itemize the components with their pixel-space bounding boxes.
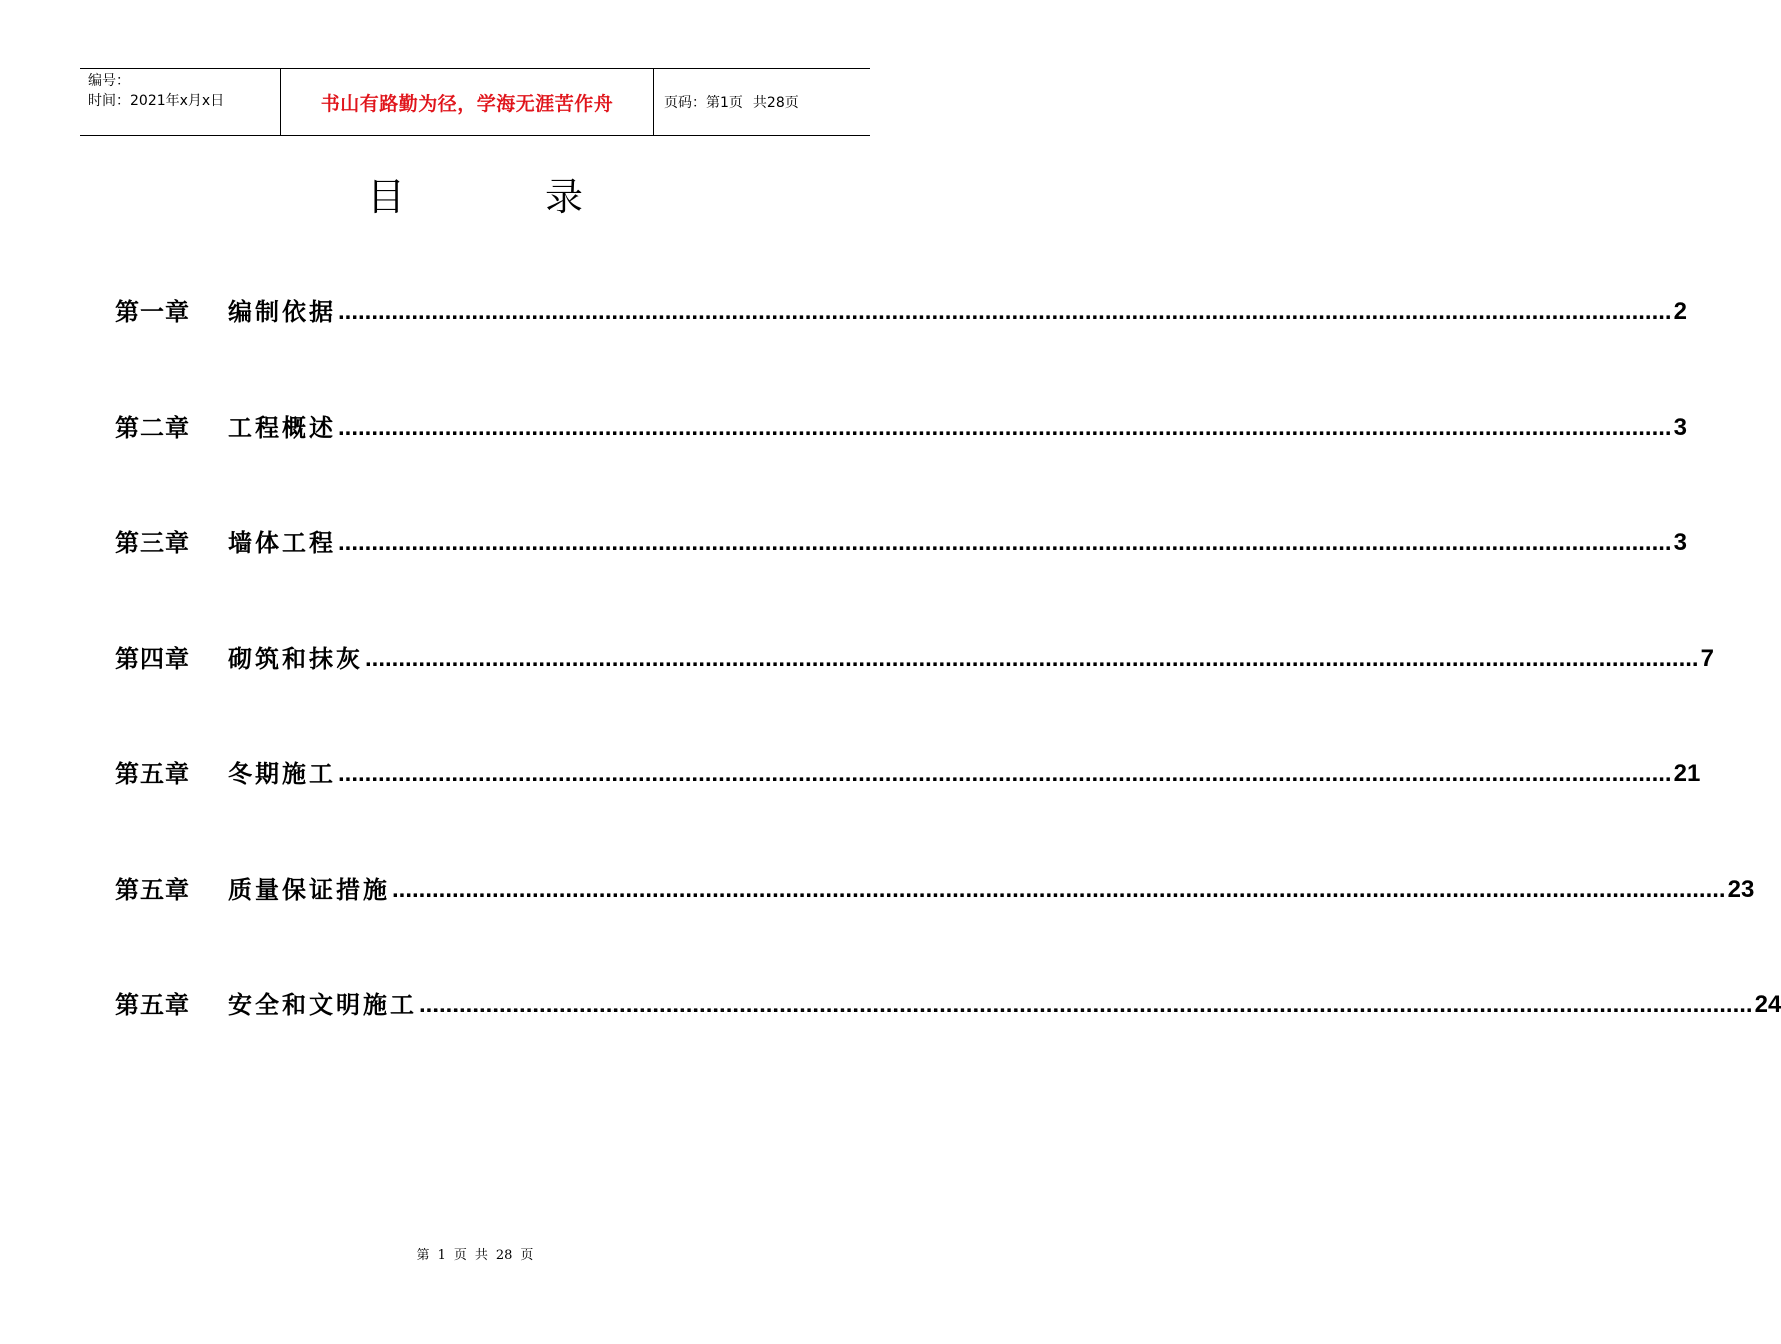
footer-page-number: 1: [437, 1248, 446, 1263]
footer-word: 页: [520, 1248, 534, 1263]
toc-chapter-number: 第三章: [115, 528, 190, 557]
header-page-info: [654, 69, 870, 135]
toc-entry[interactable]: [115, 750, 1701, 866]
toc-entry[interactable]: [115, 404, 1687, 520]
toc-dot-leader: ........................................................................................................................................................................................................: [365, 644, 1699, 672]
toc-dot-leader: ........................................................................................................................................................................................................: [338, 760, 1672, 787]
header-page-current: 页码：第1页: [664, 95, 743, 111]
toc-dot-leader: ........................................................................................................................................................................................................: [338, 413, 1672, 441]
toc-title: [0, 172, 950, 222]
toc-page-number: 2: [1673, 298, 1687, 325]
toc-dot-leader: ........................................................................................................................................................................................................: [392, 875, 1726, 903]
toc-page-number: 3: [1673, 413, 1687, 441]
toc-list: [115, 288, 1781, 1097]
toc-page-number: 3: [1673, 529, 1687, 556]
footer-total-pages: 28: [495, 1248, 513, 1263]
toc-page-number: 24: [1754, 991, 1781, 1018]
toc-entry[interactable]: [115, 981, 1781, 1097]
header-page-total: 共28页: [752, 95, 799, 111]
footer-word: 第: [416, 1248, 430, 1263]
toc-chapter-name: 墙体工程: [228, 528, 336, 557]
toc-chapter-name: 质量保证措施: [228, 874, 390, 904]
document-number-label: 编号：: [88, 73, 130, 89]
footer-word: 共: [474, 1248, 488, 1263]
toc-chapter-number: 第一章: [115, 297, 190, 326]
toc-title-char-1: 目: [366, 175, 405, 219]
toc-dot-leader: ........................................................................................................................................................................................................: [338, 298, 1672, 325]
toc-chapter-number: 第五章: [115, 990, 190, 1019]
toc-chapter-name: 砌筑和抹灰: [228, 643, 363, 673]
toc-page-number: 23: [1727, 875, 1755, 903]
toc-chapter-name: 编制依据: [228, 297, 336, 326]
toc-chapter-number: 第四章: [115, 643, 190, 673]
toc-page-number: 7: [1700, 644, 1714, 672]
toc-entry[interactable]: [115, 288, 1687, 404]
toc-chapter-name: 冬期施工: [228, 759, 336, 788]
header-meta-cell: [80, 69, 281, 135]
toc-entry[interactable]: [115, 866, 1755, 982]
page-footer: [0, 1246, 950, 1266]
toc-entry[interactable]: [115, 635, 1714, 751]
toc-chapter-name: 安全和文明施工: [228, 990, 417, 1019]
header-motto: 书山有路勤为径，学海无涯苦作舟: [281, 69, 654, 135]
document-date-label: 时间：2021年x月x日: [88, 93, 225, 109]
toc-entry[interactable]: [115, 519, 1687, 635]
toc-chapter-number: 第五章: [115, 759, 190, 788]
footer-word: 页: [453, 1248, 467, 1263]
page-header: [80, 68, 870, 136]
toc-chapter-name: 工程概述: [228, 412, 336, 442]
toc-chapter-number: 第二章: [115, 412, 190, 442]
toc-dot-leader: ........................................................................................................................................................................................................: [419, 991, 1753, 1018]
toc-page-number: 21: [1673, 760, 1701, 787]
toc-chapter-number: 第五章: [115, 874, 190, 904]
toc-dot-leader: ........................................................................................................................................................................................................: [338, 529, 1672, 556]
toc-title-char-2: 录: [545, 175, 584, 219]
